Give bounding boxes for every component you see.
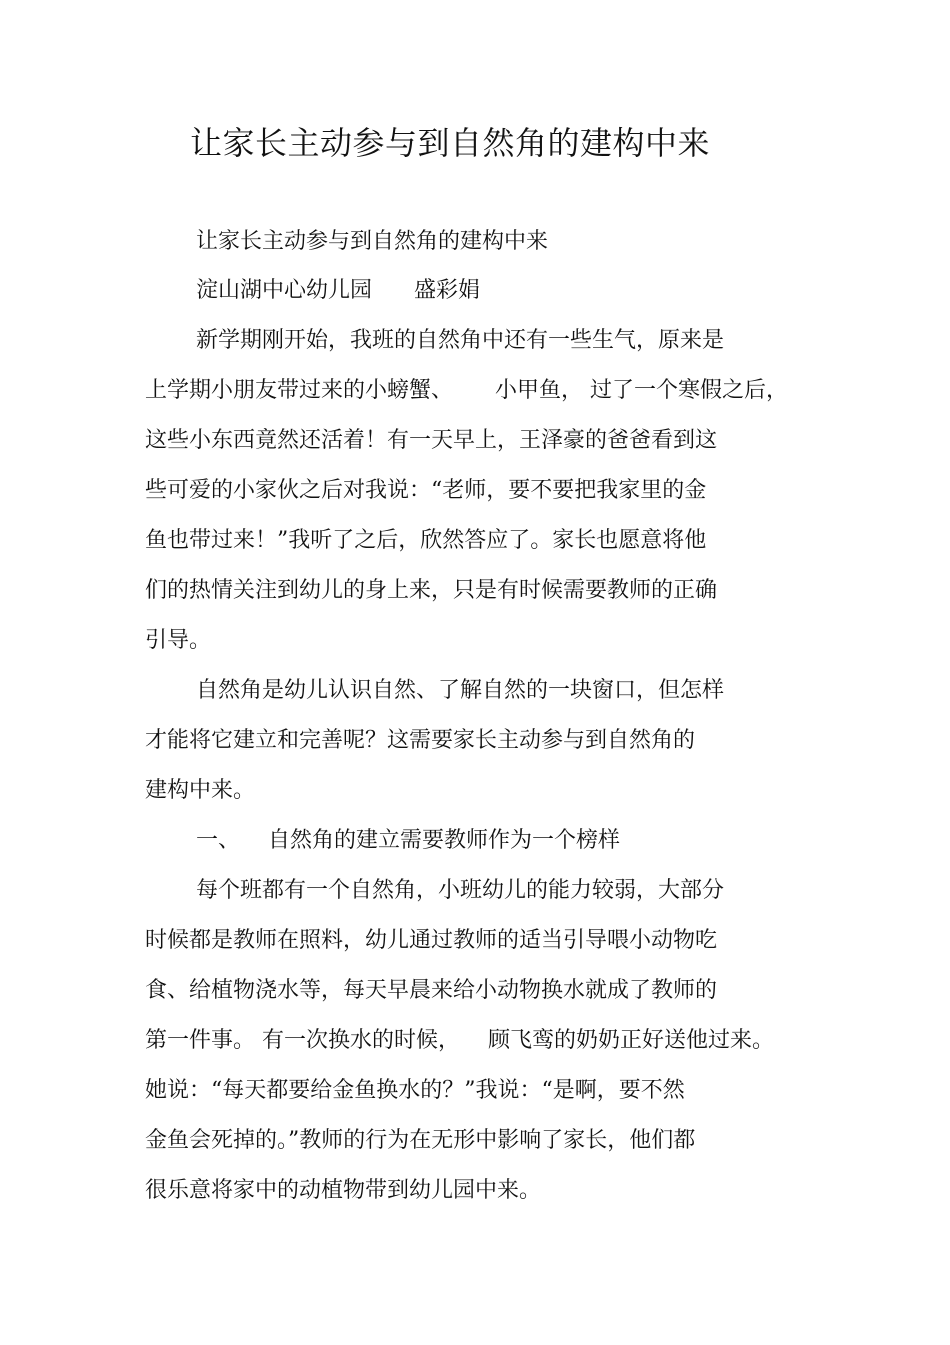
- paragraph-line: 她说：“每天都要给金鱼换水的？”我说：“是啊，要不然: [145, 1078, 685, 1103]
- paragraph-line: 们的热情关注到幼儿的身上来，只是有时候需要教师的正确: [145, 578, 718, 603]
- paragraph-line: 上学期小朋友带过来的小螃蟹、 小甲鱼， 过了一个寒假之后，: [145, 378, 788, 403]
- paragraph-line: 才能将它建立和完善呢？这需要家长主动参与到自然角的: [145, 728, 696, 753]
- paragraph-line: 引导。: [145, 628, 212, 653]
- paragraph-line: 很乐意将家中的动植物带到幼儿园中来。: [145, 1178, 542, 1203]
- paragraph-line: 金鱼会死掉的。”教师的行为在无形中影响了家长，他们都: [145, 1128, 696, 1153]
- paragraph-line: 每个班都有一个自然角，小班幼儿的能力较弱，大部分: [196, 878, 725, 903]
- paragraph-line: 自然角是幼儿认识自然、了解自然的一块窗口，但怎样: [196, 678, 725, 703]
- paragraph-line: 食、给植物浇水等，每天早晨来给小动物换水就成了教师的: [145, 978, 718, 1003]
- subtitle-line: 让家长主动参与到自然角的建构中来: [196, 229, 549, 254]
- paragraph-line: 第一件事。 有一次换水的时候， 顾飞鸾的奶奶正好送他过来。: [145, 1028, 774, 1053]
- paragraph-line: 些可爱的小家伙之后对我说：“老师，要不要把我家里的金: [145, 478, 707, 503]
- paragraph-line: 新学期刚开始，我班的自然角中还有一些生气，原来是: [196, 328, 725, 353]
- paragraph-line: 这些小东西竟然还活着！有一天早上，王泽豪的爸爸看到这: [145, 428, 718, 453]
- document-title: 让家长主动参与到自然角的建构中来: [189, 124, 710, 162]
- paragraph-line: 建构中来。: [145, 778, 256, 803]
- paragraph-line: 鱼也带过来！”我听了之后，欣然答应了。家长也愿意将他: [145, 528, 707, 553]
- paragraph-line: 时候都是教师在照料，幼儿通过教师的适当引导喂小动物吃: [145, 928, 718, 953]
- author-line: 淀山湖中心幼儿园 盛彩娟: [196, 278, 480, 303]
- section-heading: 一、 自然角的建立需要教师作为一个榜样: [196, 828, 620, 853]
